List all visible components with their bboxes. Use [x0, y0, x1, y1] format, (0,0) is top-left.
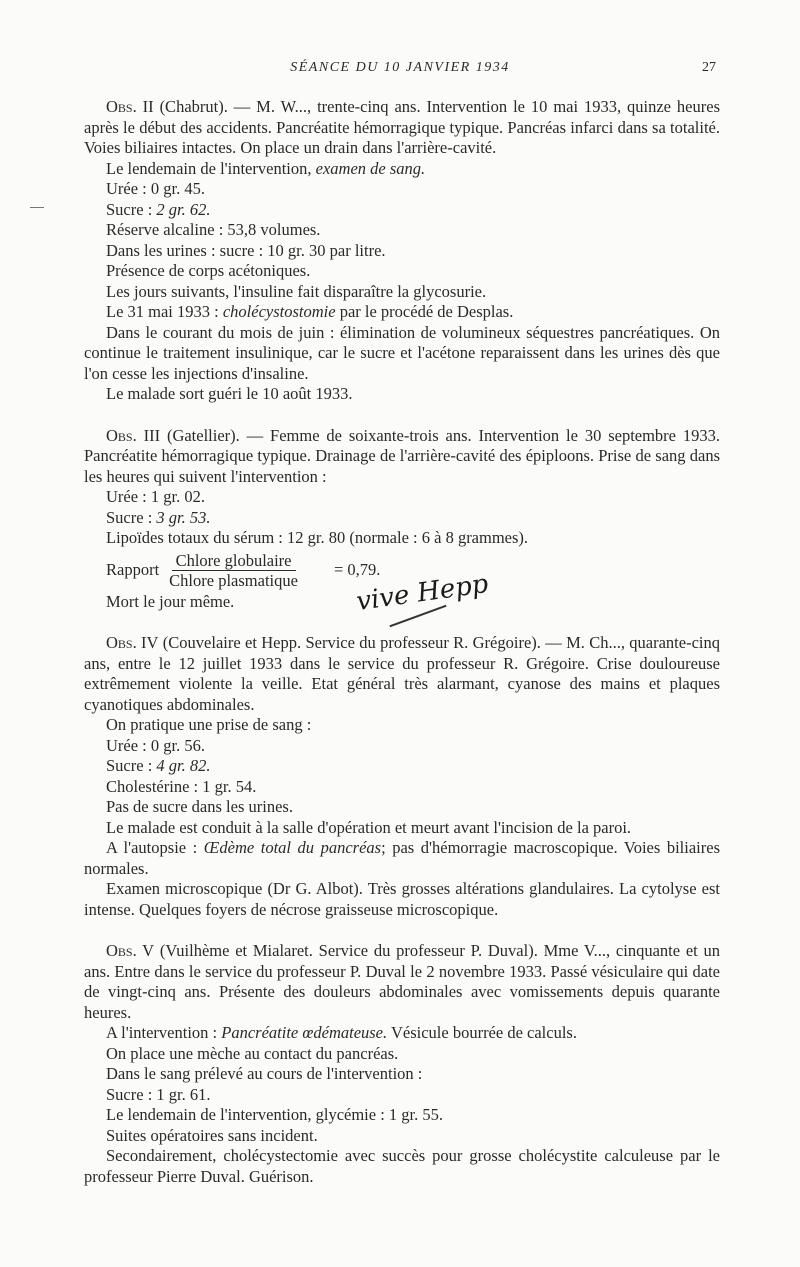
obs4-line: Pas de sucre dans les urines.	[106, 797, 293, 816]
text-span: A l'intervention :	[106, 1023, 222, 1042]
text-span: Sucre :	[106, 756, 157, 775]
obs4-line: Cholestérine : 1 gr. 54.	[106, 776, 257, 796]
obs4-label: Obs. IV	[106, 633, 159, 652]
obs4-line: On pratique une prise de sang :	[106, 715, 312, 734]
page-number: 27	[702, 60, 716, 75]
obs4-line	[84, 838, 720, 879]
fraction-denominator: Chlore plasmatique	[169, 570, 298, 590]
text-span: A l'autopsie :	[106, 838, 204, 857]
obs3-line: Lipoïdes totaux du sérum : 12 gr. 80 (normale : 6 à 8 grammes).	[106, 528, 529, 547]
text-span: Vésicule bourrée de calculs.	[387, 1023, 577, 1042]
obs2-line: Urée : 0 gr. 45.	[106, 179, 205, 198]
obs5-line: Suites opératoires sans incident.	[106, 1125, 318, 1145]
obs2-line	[84, 302, 720, 323]
text-span: Sucre :	[106, 507, 157, 527]
emphasis: 4 gr. 82.	[156, 756, 211, 775]
obs4-line: Urée : 0 gr. 56.	[106, 735, 205, 755]
obs3-line: Mort le jour même.	[106, 591, 235, 611]
emphasis: 2 gr. 62.	[156, 199, 211, 219]
obs5-line	[84, 1023, 720, 1044]
obs2-intro	[84, 97, 720, 159]
section-gap	[84, 405, 720, 426]
emphasis: Œdème total du pancréas	[203, 838, 382, 857]
obs2-label: Obs. II	[106, 97, 154, 116]
obs4-line: Examen microscopique (Dr G. Albot). Très grosses altérations glandulaires. La cytolyse est intense. Quelques foyers de nécrose graisseuse microscopique.	[84, 879, 720, 919]
obs2-line	[84, 200, 720, 221]
obs5-line: Dans le sang prélevé au cours de l'intervention :	[106, 1064, 423, 1083]
emphasis: Pancréatite œdémateuse.	[221, 1023, 388, 1042]
section-gap	[84, 920, 720, 941]
obs5-label: Obs. V	[106, 941, 155, 960]
text-span: Sucre :	[106, 199, 157, 219]
emphasis: cholécystostomie	[222, 302, 336, 321]
text-span: Le 31 mai 1933 :	[106, 302, 223, 321]
margin-mark	[30, 207, 44, 208]
obs3-intro-text: (Gatellier). — Femme de soixante-trois ans. Intervention le 30 septembre 1933. Pancréatite hémorragique typique. Drainage de l'arrière-cavité des épiploons. Prise de sang dans les heures qui suivent l'intervention :	[84, 425, 720, 486]
obs2-line: Les jours suivants, l'insuline fait disparaître la glycosurie.	[106, 281, 487, 301]
obs5-intro	[84, 941, 720, 1023]
obs4-intro-text: (Couvelaire et Hepp. Service du professeur R. Grégoire). — M. Ch..., quarante-cinq ans, entre le 12 juillet 1933 dans le service du professeur R. Grégoire. Crise douloureuse extrêmement violente la veille. Etat général très alarmant, cyanose des mains et plaques cyanotiques abdominales.	[84, 633, 720, 714]
obs5-line: On place une mèche au contact du pancréas.	[106, 1043, 399, 1063]
obs3-line	[84, 508, 720, 529]
text-span: ; pas d'hémorragie macroscopique. Voies biliaires normales.	[84, 838, 721, 878]
text-span: par le procédé de Desplas.	[335, 302, 514, 321]
obs4-line: Le malade est conduit à la salle d'opération et meurt avant l'incision de la paroi.	[106, 817, 632, 837]
obs2-line: Réserve alcaline : 53,8 volumes.	[106, 220, 321, 239]
obs2-line	[84, 159, 720, 180]
obs3-line: Urée : 1 gr. 02.	[106, 487, 205, 506]
obs2-line: Le malade sort guéri le 10 août 1933.	[106, 384, 353, 403]
obs3-label: Obs. III	[106, 425, 161, 445]
emphasis: examen de sang.	[315, 158, 426, 178]
obs5-line: Sucre : 1 gr. 61.	[106, 1084, 211, 1104]
obs2-line: Dans les urines : sucre : 10 gr. 30 par litre.	[106, 240, 386, 260]
fraction	[165, 551, 302, 590]
text-span: Le lendemain de l'intervention,	[106, 158, 316, 178]
obs5-line: Secondairement, cholécystectomie avec succès pour grosse cholécystite calculeuse par le professeur Pierre Duval. Guérison.	[84, 1146, 720, 1186]
obs4-line	[84, 756, 720, 777]
obs3-intro	[84, 426, 720, 488]
handwritten-annotation: vive Hepp	[354, 568, 491, 618]
obs2-intro-text: (Chabrut). — M. W..., trente-cinq ans. Intervention le 10 mai 1933, quinze heures après le début des accidents. Pancréatite hémorragique typique. Pancréas infarci dans sa totalité. Voies biliaires intactes. On place un drain dans l'arrière-cavité.	[84, 97, 720, 157]
ratio-label: Rapport	[106, 559, 160, 579]
ratio-value: = 0,79.	[333, 559, 381, 579]
emphasis: 3 gr. 53.	[156, 507, 211, 527]
fraction-numerator: Chlore globulaire	[172, 551, 296, 571]
obs5-line: Le lendemain de l'intervention, glycémie : 1 gr. 55.	[106, 1105, 444, 1124]
obs4-intro	[84, 633, 720, 715]
obs2-line: Dans le courant du mois de juin : élimination de volumineux séquestres pancréatiques. On continue le traitement insulinique, car le sucre et l'acétone reparaissent dans les urines dès que l'on cesse les injections d'insaline.	[84, 322, 720, 383]
obs5-intro-text: (Vuilhème et Mialaret. Service du professeur P. Duval). Mme V..., cinquante et un ans. Entre dans le service du professeur P. Duval le 2 novembre 1933. Passé vésiculaire qui date de vingt-cinq ans. Présente des douleurs abdominales avec vomissements depuis quarante heures.	[84, 941, 720, 1022]
body-text	[84, 97, 720, 1187]
obs2-line: Présence de corps acétoniques.	[106, 261, 311, 280]
running-header: SÉANCE DU 10 JANVIER 1934	[290, 60, 510, 75]
